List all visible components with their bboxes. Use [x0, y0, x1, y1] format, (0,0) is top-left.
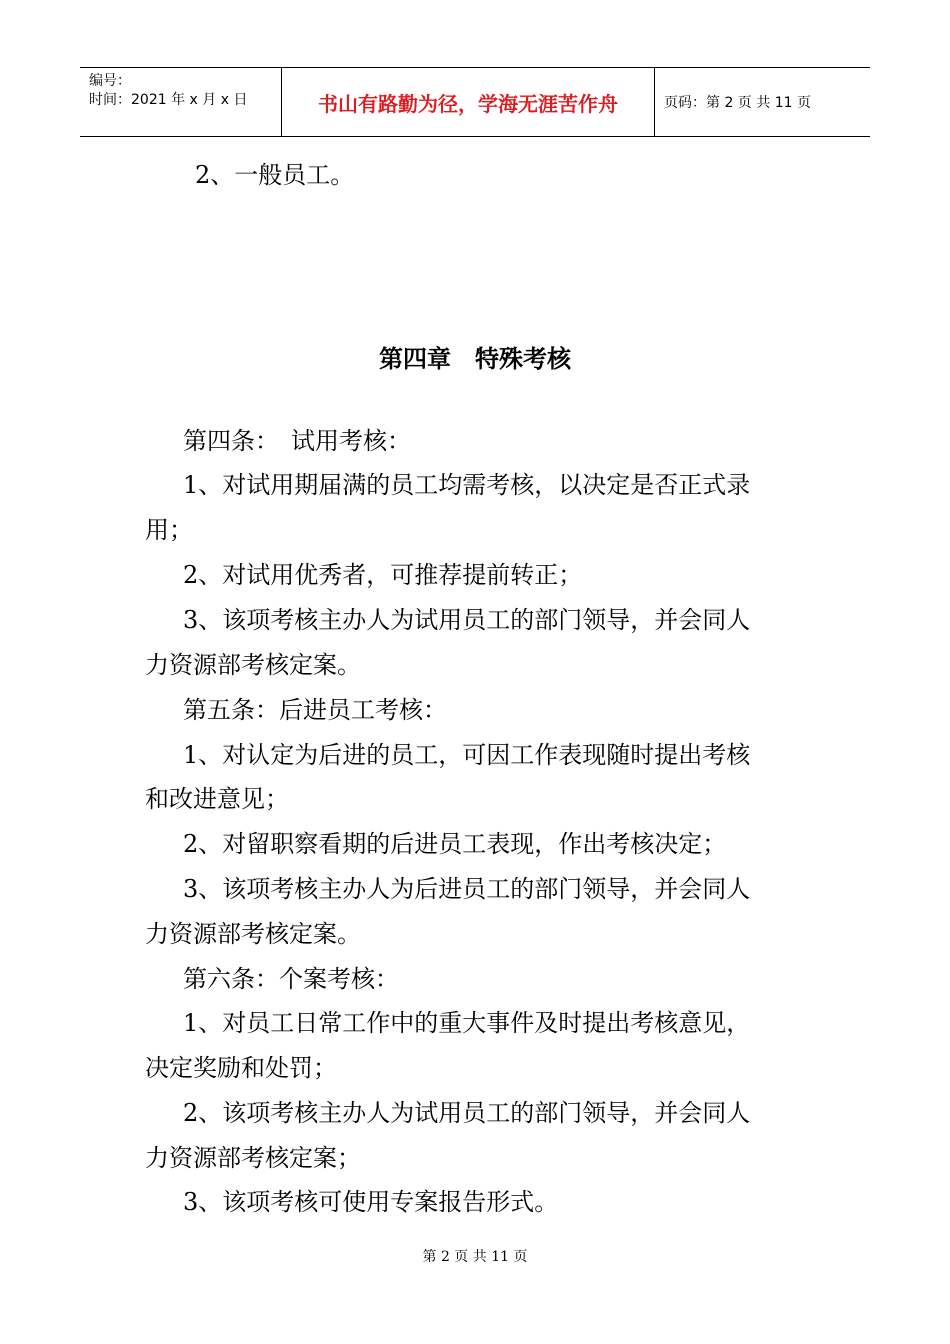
body-line: 和改进意见； — [145, 785, 289, 813]
body-line: 第六条：个案考核： — [183, 965, 399, 993]
body-line: 第五条：后进员工考核： — [183, 696, 447, 724]
header-motto: 书山有路勤为径，学海无涯苦作舟 — [282, 68, 655, 136]
chapter-title: 第四章 特殊考核 — [379, 345, 571, 373]
body-line: 2、该项考核主办人为试用员工的部门领导，并会同人 — [183, 1099, 751, 1127]
body-line: 力资源部考核定案。 — [145, 920, 361, 948]
body-line: 1、对认定为后进的员工，可因工作表现随时提出考核 — [183, 741, 751, 769]
body-line: 1、对员工日常工作中的重大事件及时提出考核意见， — [183, 1009, 751, 1037]
code-label: 编号： — [89, 73, 131, 89]
body-line: 3、该项考核可使用专案报告形式。 — [183, 1188, 559, 1216]
body-line: 决定奖励和处罚； — [145, 1054, 337, 1082]
body-line: 第四条： 试用考核： — [183, 427, 411, 455]
body-line: 用； — [145, 516, 193, 544]
body-line: 力资源部考核定案； — [145, 1144, 361, 1172]
header-meta — [80, 68, 282, 136]
body-line: 力资源部考核定案。 — [145, 651, 361, 679]
intro-item: 2、一般员工。 — [195, 161, 355, 189]
page-header — [80, 67, 870, 137]
time-label: 时间：2021 年 x 月 x 日 — [89, 92, 248, 108]
body-line: 3、该项考核主办人为后进员工的部门领导，并会同人 — [183, 875, 751, 903]
body-line: 3、该项考核主办人为试用员工的部门领导，并会同人 — [183, 606, 751, 634]
body-line: 2、对留职察看期的后进员工表现，作出考核决定； — [183, 830, 727, 858]
body-line: 2、对试用优秀者，可推荐提前转正； — [183, 561, 583, 589]
header-page-label: 页码：第 2 页 共 11 页 — [664, 95, 811, 111]
body-line: 1、对试用期届满的员工均需考核，以决定是否正式录 — [183, 471, 751, 499]
page-footer: 第 2 页 共 11 页 — [422, 1249, 528, 1265]
